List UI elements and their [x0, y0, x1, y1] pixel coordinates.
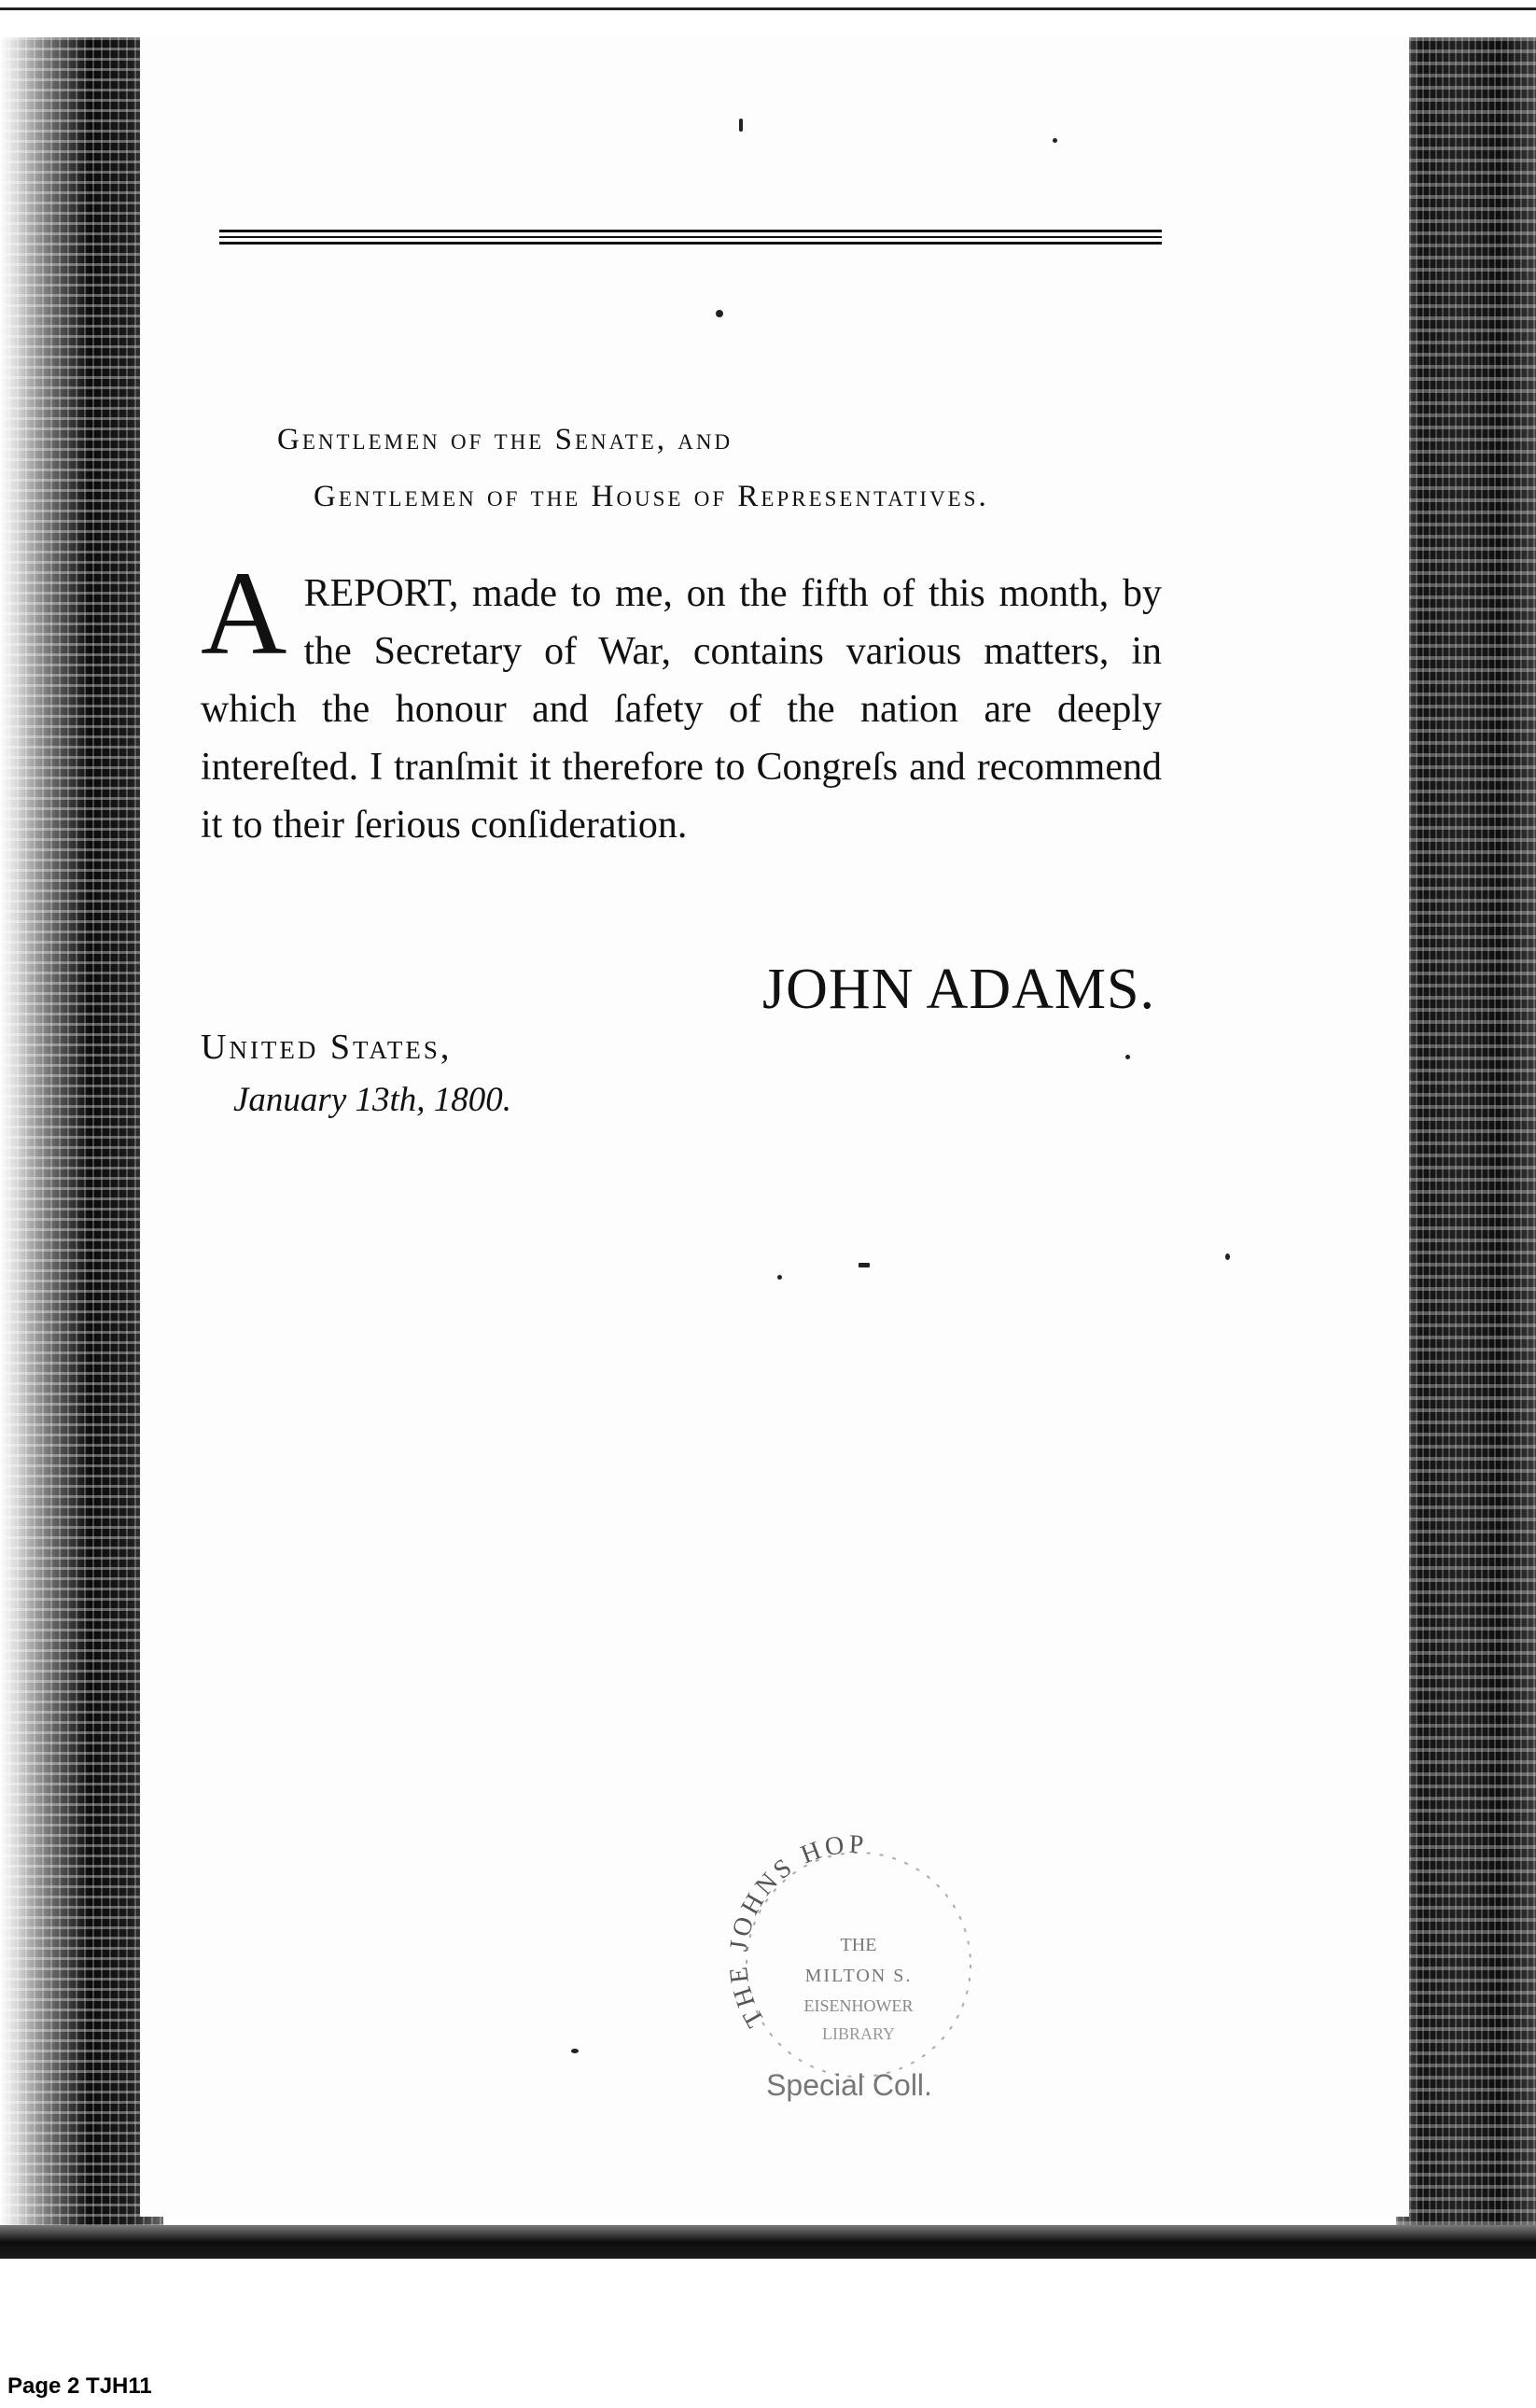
page-footer: Page 2 TJH11: [7, 2373, 152, 2399]
salutation-house: Gentlemen of the House of Representatives.: [314, 480, 989, 513]
scanned-page: [0, 37, 1536, 2259]
svg-text:MILTON S.: MILTON S.: [804, 1966, 913, 1986]
speck: [1125, 1055, 1130, 1059]
svg-text:THE: THE: [840, 1935, 877, 1955]
signature: JOHN ADAMS.: [762, 958, 1155, 1021]
binding-edge-bottom: [0, 2225, 1536, 2259]
message-text: REPORT, made to me, on the fifth of this month, by the Secretary of War, contains various matters, in which the honour and ſafety of the nation are deeply intereſted. I tranſmit it therefore to Congreſs and recommend it to their ſerious conſideration.: [201, 572, 1162, 847]
svg-text:EISENHOWER: EISENHOWER: [803, 1996, 914, 2015]
head-rule: [219, 230, 1162, 248]
place-line: United States,: [201, 1028, 453, 1067]
drop-cap: A: [201, 547, 287, 679]
speck: [777, 1275, 782, 1280]
speck: [739, 119, 743, 132]
svg-text:Special Coll.: Special Coll.: [766, 2068, 932, 2102]
top-border: [0, 7, 1536, 10]
svg-text:THE JOHNS HOP: THE JOHNS HOP: [723, 1829, 868, 2033]
speck: [716, 310, 723, 317]
svg-text:LIBRARY: LIBRARY: [821, 2024, 896, 2043]
message-body: [201, 547, 1162, 854]
speck: [1053, 138, 1057, 143]
binding-edge-left: [0, 37, 163, 2259]
library-stamp: [709, 1815, 1008, 2114]
speck: [1225, 1253, 1230, 1260]
salutation-senate: Gentlemen of the Senate, and: [277, 423, 733, 456]
speck: [859, 1263, 870, 1267]
date-line: January 13th, 1800.: [233, 1081, 512, 1119]
speck: [571, 2049, 579, 2053]
binding-edge-right: [1396, 37, 1536, 2259]
